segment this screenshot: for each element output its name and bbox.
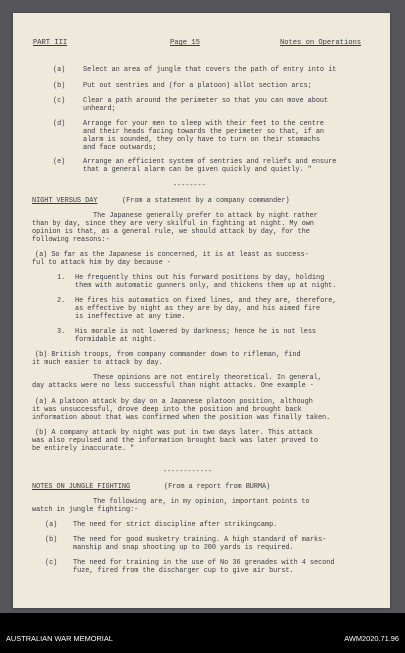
list-item: and face outwards; bbox=[83, 144, 157, 152]
point-line: them with automatic gunners only, and thickens them up at night. bbox=[75, 282, 337, 290]
archive-footer bbox=[0, 613, 405, 653]
list-label: (e) bbox=[53, 158, 66, 166]
header-part: PART III bbox=[33, 39, 68, 47]
section-heading: NIGHT VERSUS DAY bbox=[32, 197, 98, 205]
list-label: (a) bbox=[45, 521, 58, 529]
footer-institution: AUSTRALIAN WAR MEMORIAL bbox=[6, 634, 113, 643]
list-item: The need for strict discipline after strikingcamp. bbox=[73, 521, 278, 529]
header-title: Notes on Operations bbox=[280, 39, 362, 47]
list-label: (a) bbox=[53, 66, 66, 74]
list-label: (d) bbox=[53, 120, 66, 128]
point-number: 2. bbox=[57, 297, 66, 305]
list-item: Clear a path around the perimeter so that you can move about bbox=[83, 97, 329, 105]
point-line: is ineffective at any time. bbox=[75, 313, 186, 321]
list-item: The need for good musketry training. A high standard of marks- bbox=[73, 536, 327, 544]
paragraph-line: (a) So far as the Japanese is concerned, it is at least as success- bbox=[35, 251, 309, 259]
list-item: manship and snap shooting up to 200 yards is required. bbox=[73, 544, 294, 552]
paragraph-line: (b) A company attack by night was put in two days later. This attack bbox=[35, 429, 313, 437]
list-item: fuze, fired from the discharger cup to give air burst. bbox=[73, 567, 294, 575]
list-label: (b) bbox=[53, 82, 66, 90]
paragraph-line: The following are, in my opinion, important points to bbox=[93, 498, 310, 506]
point-number: 1. bbox=[57, 274, 66, 282]
list-label: (c) bbox=[45, 559, 58, 567]
list-item: alarm is sounded, they only have to turn on their stomachs bbox=[83, 136, 320, 144]
footer-accession: AWM2020.71.96 bbox=[344, 634, 399, 643]
paragraph-line: ful to attack him by day because - bbox=[32, 259, 171, 267]
divider: ------------ bbox=[163, 468, 213, 476]
paragraph-line: watch in jungle fighting:- bbox=[32, 506, 139, 514]
list-label: (b) bbox=[45, 536, 58, 544]
point-line: He fires his automatics on fixed lines, and they are, therefore, bbox=[75, 297, 337, 305]
paragraph-line: it much easier to attack by day. bbox=[32, 359, 163, 367]
paragraph-line: be entirely inaccurate. " bbox=[32, 445, 135, 453]
point-line: His morale is not lowered by darkness; hence he is not less bbox=[75, 328, 317, 336]
point-line: He frequently thins out his forward positions by day, holding bbox=[75, 274, 325, 282]
point-number: 3. bbox=[57, 328, 66, 336]
paragraph-line: opinion is that, as a general rule, we should attack by day, for the bbox=[32, 228, 310, 236]
paragraph-line: (b) British troops, from company commander down to rifleman, find bbox=[35, 351, 301, 359]
divider: -------- bbox=[173, 182, 206, 190]
paragraph-line: information about that was confirmed when the position was finally taken. bbox=[32, 414, 331, 422]
section-heading: NOTES ON JUNGLE FIGHTING bbox=[32, 483, 131, 491]
document-page bbox=[13, 13, 390, 608]
list-item: unheard; bbox=[83, 105, 116, 113]
list-item: Select an area of jungle that covers the path of entry into it bbox=[83, 66, 337, 74]
paragraph-line: (a) A platoon attack by day on a Japanese platoon position, although bbox=[35, 398, 313, 406]
paragraph-line: These opinions are not entirely theoretical. In general, bbox=[93, 374, 322, 382]
paragraph-line: following reasons:- bbox=[32, 236, 110, 244]
list-label: (c) bbox=[53, 97, 66, 105]
list-item: that a general alarm can be given quickly and quietly. " bbox=[83, 166, 312, 174]
list-item: The need for training in the use of No 36 grenades with 4 second bbox=[73, 559, 335, 567]
list-item: Arrange an efficient system of sentries and reliefs and ensure bbox=[83, 158, 337, 166]
header-page: Page 15 bbox=[170, 39, 200, 47]
list-item: Arrange for your men to sleep with their feet to the centre bbox=[83, 120, 325, 128]
point-line: formidable at night. bbox=[75, 336, 157, 344]
paragraph-line: it was unsuccessful, drove deep into the position and brought back bbox=[32, 406, 302, 414]
paragraph-line: was also repulsed and the information brought back was later proved to bbox=[32, 437, 318, 445]
paragraph-line: day attacks were no less successful than night attacks. One example - bbox=[32, 382, 314, 390]
list-item: and their heads facing towards the perimeter so that, if an bbox=[83, 128, 325, 136]
list-item: Put out sentries and (for a platoon) allot section arcs; bbox=[83, 82, 312, 90]
paragraph-line: than by day, since they are very skilful in fighting at night. My own bbox=[32, 220, 314, 228]
section-source: (From a report from BURMA) bbox=[164, 483, 271, 491]
section-source: (From a statement by a company commander) bbox=[122, 197, 290, 205]
point-line: as effective by night as they are by day, and his aimed fire bbox=[75, 305, 321, 313]
paragraph-line: The Japanese generally prefer to attack by night rather bbox=[93, 212, 318, 220]
